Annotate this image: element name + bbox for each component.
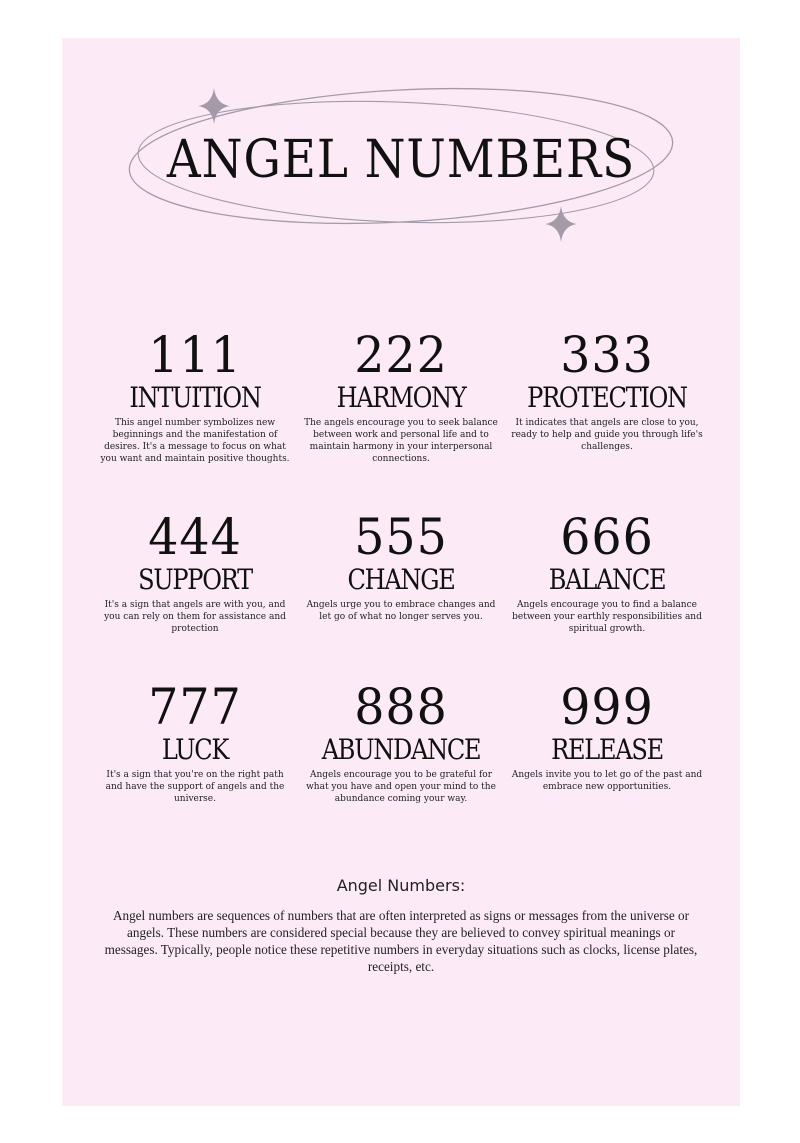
angel-number: 111 xyxy=(148,326,242,384)
number-card xyxy=(301,680,501,805)
about-section xyxy=(102,876,700,975)
number-description: It's a sign that you're on the right path and have the support of angels and the universe. xyxy=(105,770,285,804)
number-description: Angels urge you to embrace changes and let go of what no longer serves you. xyxy=(306,600,496,622)
number-meaning: HARMONY xyxy=(336,381,466,414)
number-meaning: PROTECTION xyxy=(527,381,687,414)
number-card xyxy=(95,510,295,635)
angel-number: 555 xyxy=(354,508,448,566)
number-description: This angel number symbolizes new beginnings and the manifestation of desires. It's a message to focus on what you want and maintain positive thoughts. xyxy=(100,418,290,464)
number-card xyxy=(507,680,707,793)
number-description: It indicates that angels are close to you, ready to help and guide you through life's challenges. xyxy=(511,418,703,452)
number-meaning: RELEASE xyxy=(551,733,663,766)
number-card xyxy=(301,510,501,623)
number-description: Angels invite you to let go of the past and embrace new opportunities. xyxy=(511,770,703,792)
number-meaning: CHANGE xyxy=(347,563,455,596)
number-description: Angels encourage you to be grateful for what you have and open your mind to the abundance coming your way. xyxy=(306,770,496,804)
about-heading: Angel Numbers: xyxy=(336,876,466,895)
angel-number: 666 xyxy=(560,508,654,566)
angel-number: 999 xyxy=(560,678,654,736)
poster xyxy=(62,38,740,1106)
number-card xyxy=(507,510,707,635)
number-meaning: LUCK xyxy=(161,733,229,766)
about-body: Angel numbers are sequences of numbers that are often interpreted as signs or messages from the universe or angels. These numbers are considered special because they are believed to convey spiritual meanings or messages. Typically, people notice these repetitive numbers in everyday situations such as clocks, license plates, receipts, etc. xyxy=(104,908,698,974)
number-meaning: SUPPORT xyxy=(138,563,252,596)
number-meaning: BALANCE xyxy=(548,563,666,596)
title-banner xyxy=(62,38,740,268)
number-card xyxy=(301,328,501,465)
number-meaning: ABUNDANCE xyxy=(321,733,481,766)
number-description: Angels encourage you to find a balance between your earthly responsibilities and spiritual growth. xyxy=(512,600,702,634)
number-card xyxy=(95,680,295,805)
angel-number: 888 xyxy=(354,678,448,736)
page-title: ANGEL NUMBERS xyxy=(166,130,636,190)
number-card xyxy=(507,328,707,453)
angel-number: 777 xyxy=(148,678,242,736)
number-description: The angels encourage you to seek balance between work and personal life and to maintain harmony in your interpersonal connections. xyxy=(304,418,498,464)
angel-number: 222 xyxy=(354,326,448,384)
angel-number: 333 xyxy=(560,326,654,384)
angel-number: 444 xyxy=(148,508,242,566)
sparkle-icon xyxy=(198,88,230,124)
number-card xyxy=(95,328,295,465)
number-description: It's a sign that angels are with you, and you can rely on them for assistance and protection xyxy=(104,600,286,634)
number-meaning: INTUITION xyxy=(129,381,261,414)
